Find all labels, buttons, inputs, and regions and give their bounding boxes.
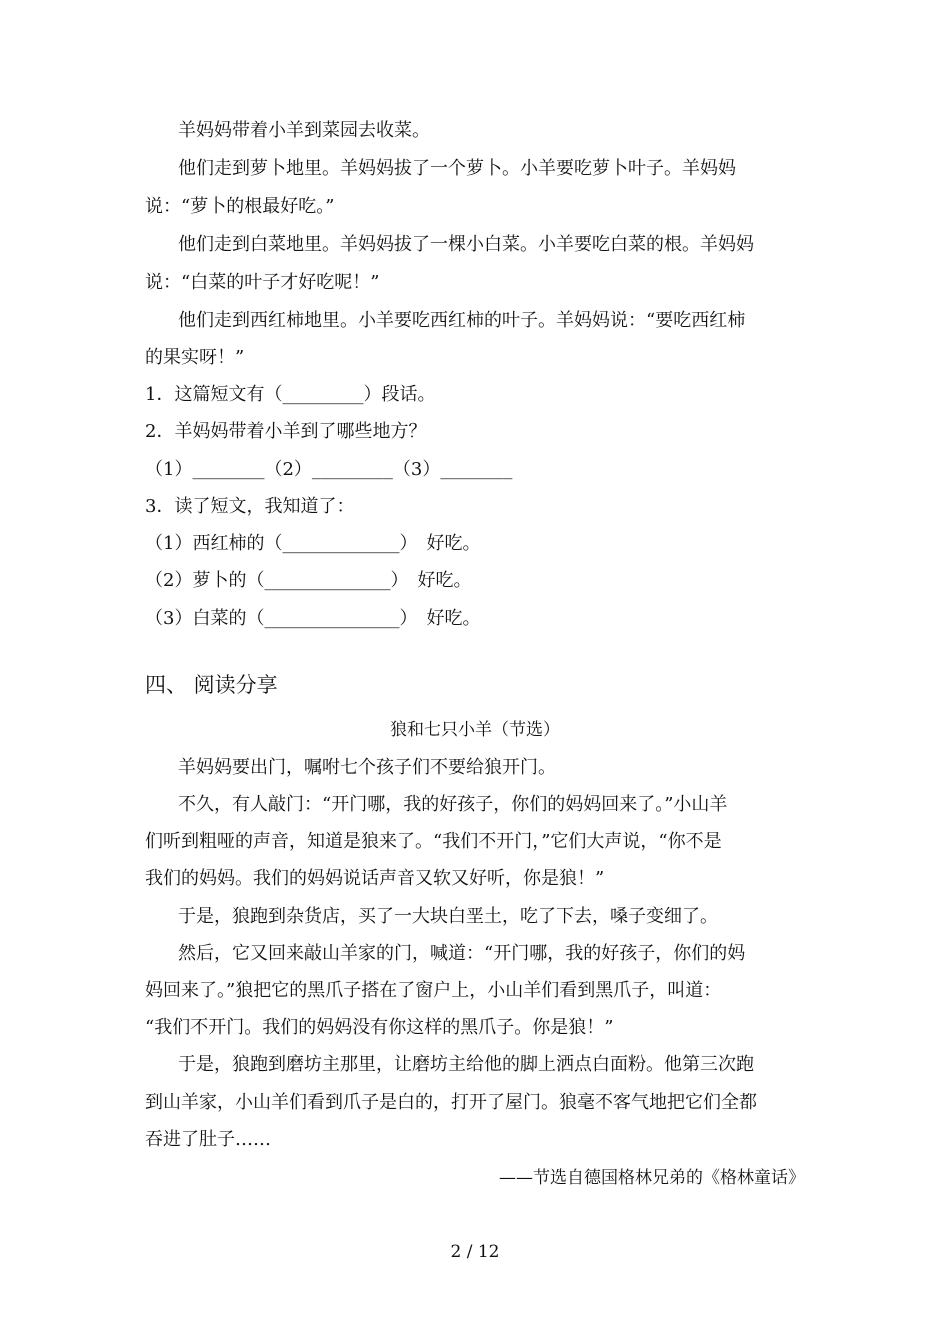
passage-line: 羊妈妈带着小羊到菜园去收菜。 [178,120,430,141]
story-line: 然后，它又回来敲山羊家的门，喊道：“开门哪，我的好孩子，你们的妈 [178,943,746,964]
passage-line: 说：“萝卜的根最好吃。” [145,196,335,217]
story-line: 不久，有人敲门：“开门哪，我的好孩子，你们的妈妈回来了。”小山羊 [178,794,728,815]
passage-line: 他们走到西红柿地里。小羊要吃西红柿的叶子。羊妈妈说：“要吃西红柿 [178,310,746,331]
story-line: 羊妈妈要出门，嘱咐七个孩子们不要给狼开门。 [178,757,556,778]
section-heading: 四、 阅读分享 [145,673,278,697]
story-line: 于是，狼跑到磨坊主那里，让磨坊主给他的脚上洒点白面粉。他第三次跑 [178,1054,754,1075]
story-line: 们听到粗哑的声音，知道是狼来了。“我们不开门，”它们大声说，“你不是 [145,831,722,852]
passage-line: 的果实呀！” [145,347,245,368]
story-title: 狼和七只小羊（节选） [390,720,560,740]
question-2: 2．羊妈妈带着小羊到了哪些地方？ [145,421,427,442]
question-1: 1．这篇短文有（_________）段话。 [145,384,436,405]
page-number: 2 / 12 [450,1242,500,1262]
question-2-blanks: （1）________（2）_________（3）________ [145,459,513,480]
passage-line: 说：“白菜的叶子才好吃呢！” [145,272,380,293]
question-3: 3．读了短文，我知道了： [145,496,355,517]
story-line: 妈回来了。”狼把它的黑爪子搭在了窗户上，小山羊们看到黑爪子，叫道： [145,980,722,1001]
story-source: ——节选自德国格林兄弟的《格林童话》 [499,1168,805,1188]
story-line: 于是，狼跑到杂货店，买了一大块白垩土，吃了下去，嗓子变细了。 [178,906,718,927]
question-3-item-2: （2）萝卜的（______________） 好吃。 [145,570,472,591]
passage-line: 他们走到白菜地里。羊妈妈拔了一棵小白菜。小羊要吃白菜的根。羊妈妈 [178,234,754,255]
story-line: 到山羊家，小山羊们看到爪子是白的，打开了屋门。狼毫不客气地把它们全都 [145,1092,757,1113]
question-3-item-3: （3）白菜的（_______________） 好吃。 [145,608,481,629]
story-line: 吞进了肚子…… [145,1129,271,1150]
story-line: 我们的妈妈。我们的妈妈说话声音又软又好听，你是狼！” [145,868,605,889]
passage-line: 他们走到萝卜地里。羊妈妈拔了一个萝卜。小羊要吃萝卜叶子。羊妈妈 [178,158,736,179]
question-3-item-1: （1）西红柿的（_____________） 好吃。 [145,533,481,554]
story-line: “我们不开门。我们的妈妈没有你这样的黑爪子。你是狼！” [145,1017,614,1038]
